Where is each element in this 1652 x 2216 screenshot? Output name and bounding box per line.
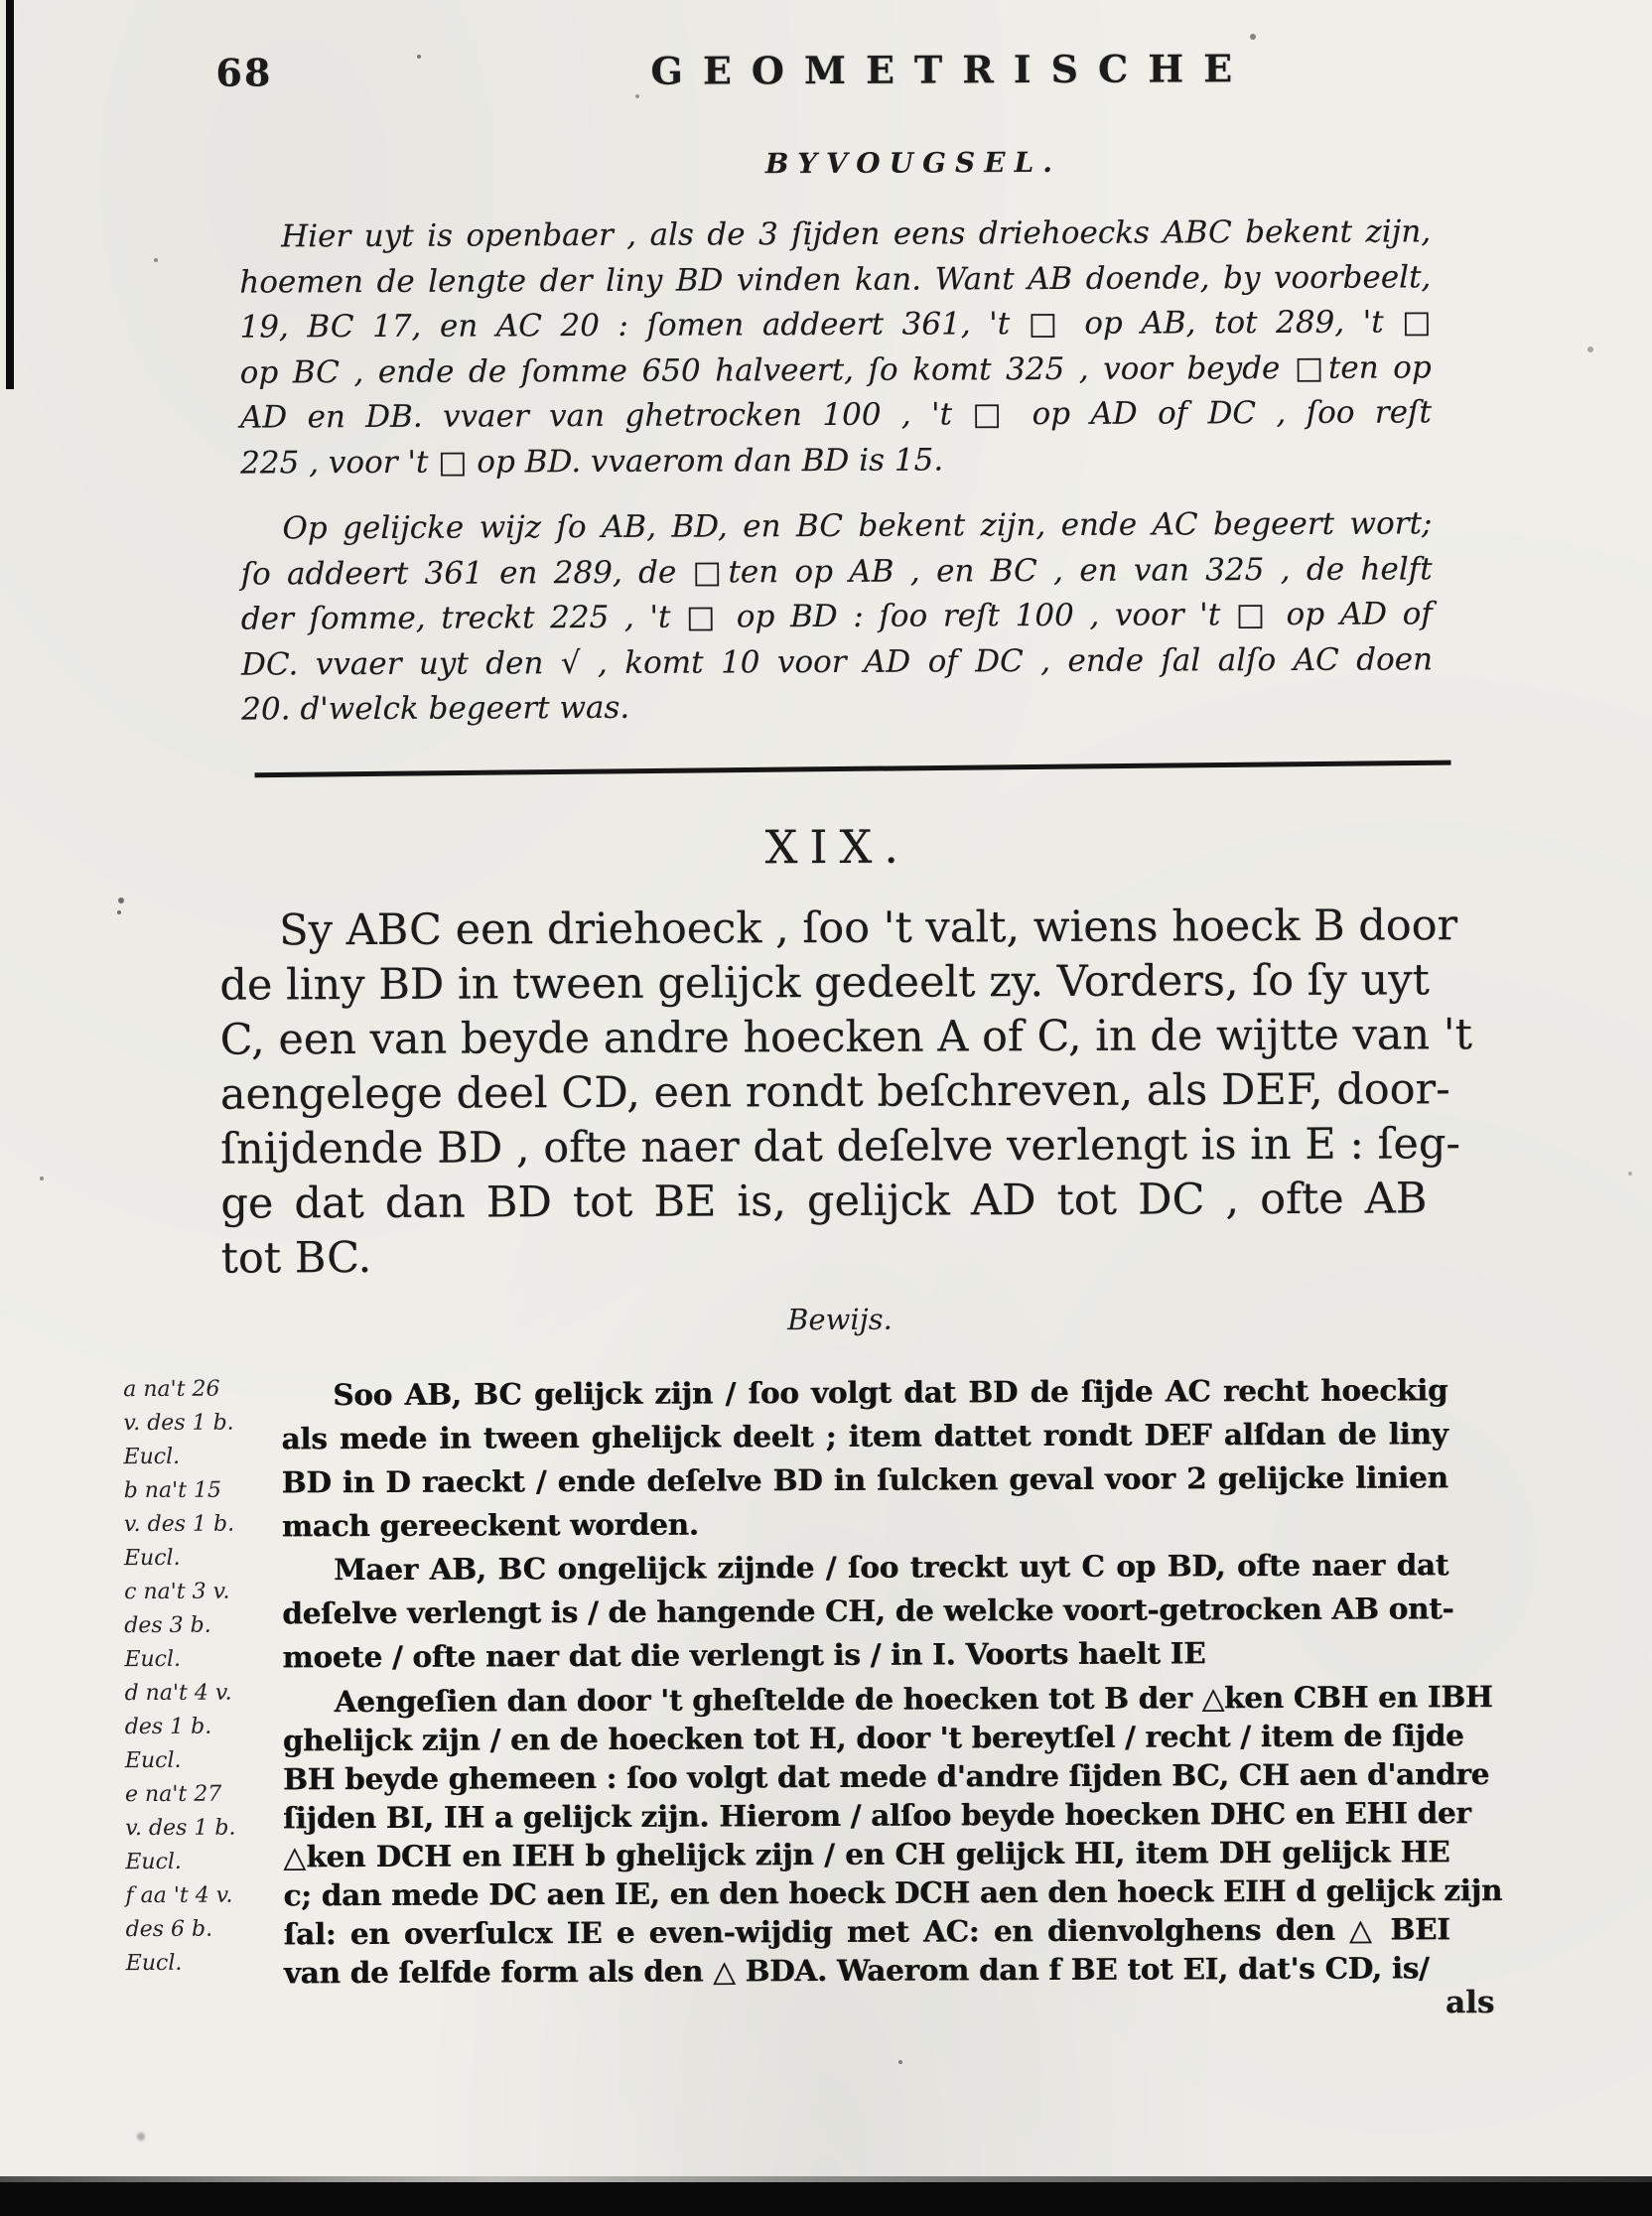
text-line: △ken DCH en IEH b ghelijck zijn / en CH gelijck HI, item DH gelijck HE	[283, 1834, 1450, 1874]
margin-note-line: d na't 4 v.	[124, 1680, 232, 1707]
text-line: Maer AB, BC ongelijck zijnde / ſoo treckt uyt C op BD, ofte naer dat	[333, 1547, 1449, 1588]
intro-paragraph-1	[239, 209, 1432, 485]
margin-note-line: v. des 1 b.	[125, 1815, 236, 1842]
margin-note-line: des 1 b.	[124, 1714, 212, 1740]
text-line: Aengeſien dan door 't gheſtelde de hoecken tot B der △ken CBH en IBH	[334, 1679, 1493, 1720]
text-line: ſal: en overſulcx IE e even-wijdig met AC: en dienvolghens den △ BEI	[283, 1911, 1450, 1952]
text-line: BD in D raeckt / ende deſelve BD in ſulcken geval voor 2 gelijcke linien	[281, 1459, 1448, 1500]
margin-note-line: v. des 1 b.	[123, 1410, 234, 1437]
text-line: Soo AB, BC gelijck zijn / ſoo volgt dat BD de ſijde AC recht hoeckig	[333, 1372, 1448, 1413]
text-line: 19, BC 17, en AC 20 : ſomen addeert 361, 't □ op AB, tot 289, 't □	[239, 304, 1432, 346]
text-line: der ſomme, treckt 225 , 't □ op BD : ſoo reſt 100 , voor 't □ op AD of	[240, 596, 1433, 637]
margin-note-line: e na't 27	[124, 1781, 222, 1808]
margin-note-line: f aa 't 4 v.	[125, 1882, 233, 1909]
margin-note-line: des 6 b.	[125, 1916, 213, 1943]
text-line: aengelege deel CD, een rondt beſchreven, als DEF, door-	[219, 1064, 1450, 1120]
text-line: Hier uyt is openbaer , als de 3 ſijden eens driehoecks ABC bekent zijn,	[281, 213, 1432, 255]
text-line: van de ſelfde form als den △ BDA. Waerom dan f BE tot EI, dat's CD, is/	[283, 1950, 1430, 1991]
proof-paragraph-2	[282, 1543, 1454, 1679]
proof-paragraph-1	[281, 1368, 1448, 1548]
section-heading: XIX.	[764, 819, 911, 875]
text-line: als mede in tween ghelijck deelt ; item dattet rondt DEF alſdan de liny	[281, 1416, 1448, 1456]
horizontal-rule	[255, 761, 1451, 778]
margin-note-line: b na't 15	[123, 1477, 221, 1504]
margin-note-line: a na't 26	[123, 1376, 220, 1403]
text-line: ghelijck zijn / en de hoecken tot H, door 't bereytſel / recht / item de ſijde	[282, 1718, 1464, 1758]
margin-note-line: c na't 3 v.	[124, 1579, 230, 1605]
running-title: GEOMETRISCHE	[650, 46, 1253, 93]
margin-note-line: Eucl.	[123, 1444, 181, 1470]
proof-heading: Bewijs.	[787, 1302, 893, 1337]
section-subtitle: BYVOUGSEL.	[764, 145, 1062, 181]
page-number: 68	[215, 50, 273, 95]
text-line: moete / ofte naer dat die verlengt is / in I. Voorts haelt IE	[282, 1635, 1206, 1675]
margin-note-line: Eucl.	[125, 1849, 182, 1875]
text-line: 225 , voor 't □ op BD. vvaerom dan BD is 15.	[240, 441, 944, 482]
text-line: ſnijdende BD , ofte naer dat deſelve verlengt is in E : ſeg-	[220, 1119, 1461, 1175]
text-line: tot BC.	[220, 1232, 372, 1284]
text-line: DC. vvaer uyt den √ , komt 10 voor AD of DC , ende ſal alſo AC doen	[240, 640, 1434, 683]
margin-note-line: Eucl.	[124, 1747, 182, 1774]
text-line: AD en DB. vvaer van ghetrocken 100 , 't □ op AD of DC , ſoo reſt	[239, 394, 1433, 436]
text-line: c; dan mede DC aen IE, en den hoeck DCH aen den hoeck EIH d gelijck zijn	[283, 1872, 1503, 1913]
text-line: de liny BD in tween gelijck gedeelt zy. Vorders, ſo ſy uyt	[219, 955, 1430, 1011]
text-line: ſo addeert 361 en 289, de □ten op AB , en BC , en van 325 , de helft	[240, 550, 1433, 593]
proposition-statement	[219, 899, 1473, 1286]
catchword: als	[1445, 1985, 1495, 2021]
intro-paragraph-2	[240, 501, 1433, 733]
text-line: Sy ABC een driehoeck , ſoo 't valt, wiens hoeck B door	[279, 900, 1458, 956]
margin-note-line: v. des 1 b.	[123, 1511, 235, 1538]
margin-notes	[123, 1372, 283, 1981]
margin-note-line: Eucl.	[124, 1646, 182, 1673]
text-line: C, een van beyde andre hoecken A of C, in de wijtte van 't	[219, 1010, 1473, 1065]
text-line: mach gereeckent worden.	[281, 1506, 699, 1544]
text-line: deſelve verlengt is / de hangende CH, de welcke voort-getrocken AB ont-	[282, 1591, 1454, 1631]
text-line: ge dat dan BD tot BE is, gelijck AD tot DC , ofte AB	[220, 1174, 1428, 1229]
proof-paragraph-3	[282, 1677, 1503, 1992]
text-line: hoemen de lengte der liny BD vinden kan. Want AB doende, by voorbeelt,	[239, 258, 1432, 301]
text-line: Op gelijcke wijz ſo AB, BD, en BC bekent zijn, ende AC begeert wort;	[282, 505, 1433, 547]
margin-note-line: Eucl.	[123, 1545, 181, 1572]
margin-note-line: Eucl.	[125, 1950, 183, 1977]
text-line: ſijden BI, IH a gelijck zijn. Hierom / alſoo beyde hoecken DHC en EHI der	[283, 1795, 1471, 1836]
scan-bottom-edge-artifact	[0, 2182, 1652, 2216]
text-line: op BC , ende de ſomme 650 halveert, ſo komt 325 , voor beyde □ten op	[239, 348, 1432, 391]
text-line: 20. d'welck begeert was.	[241, 689, 630, 728]
text-line: BH beyde ghemeen : ſoo volgt dat mede d'andre ſijden BC, CH aen d'andre	[282, 1756, 1490, 1797]
margin-note-line: des 3 b.	[124, 1612, 211, 1639]
